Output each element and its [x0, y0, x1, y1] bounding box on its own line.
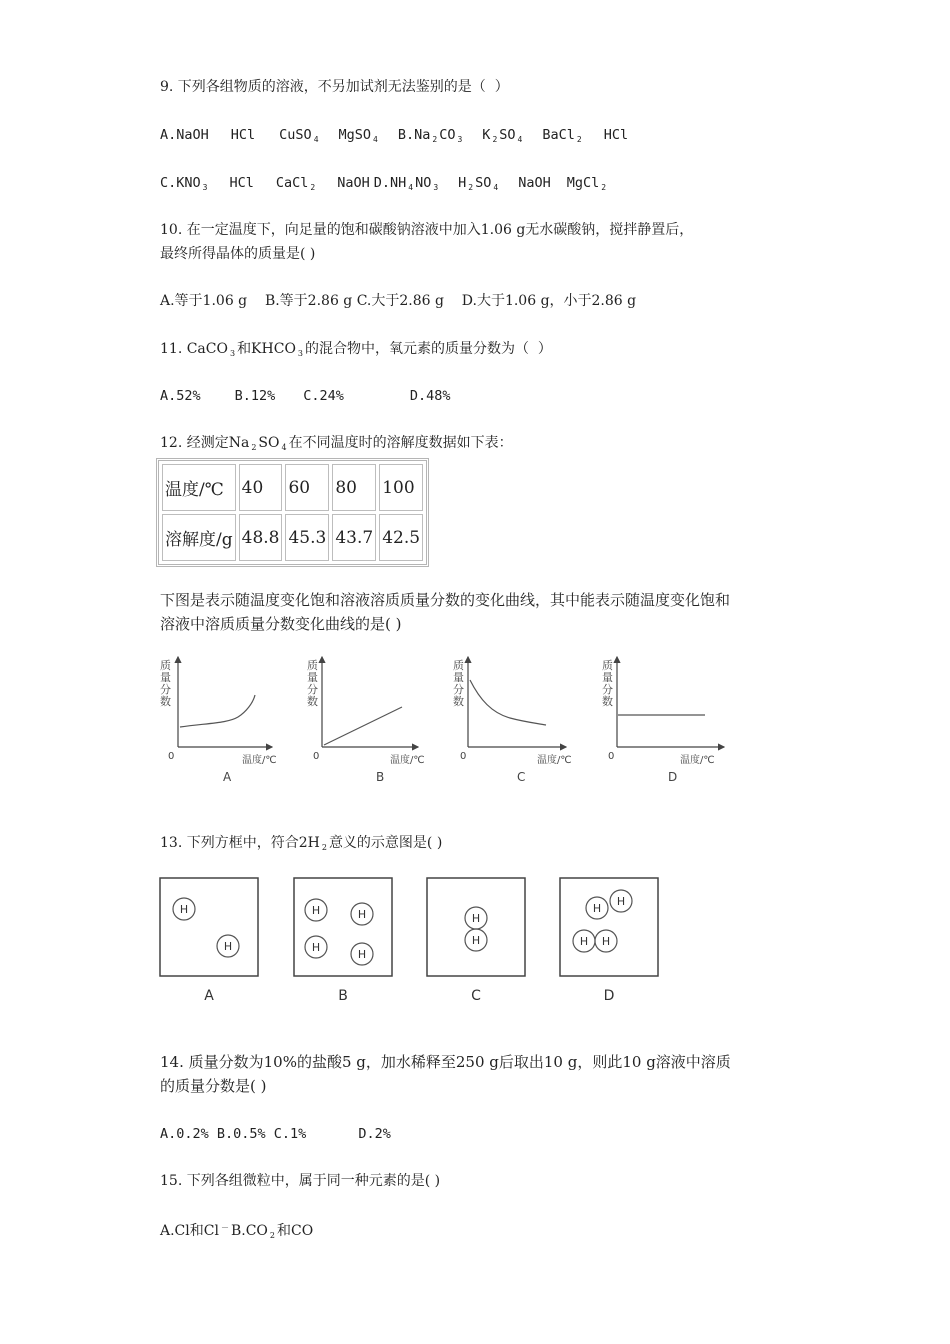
- graph-a: [160, 657, 277, 784]
- q15-stem: 15. 下列各组微粒中，属于同一种元素的是( ): [160, 1173, 441, 1189]
- graph-label: D: [668, 770, 678, 784]
- graph-d: [602, 657, 724, 784]
- ylabel-char: 质: [602, 659, 613, 672]
- ylabel-char: 数: [160, 695, 171, 708]
- ylabel-char: 质: [453, 659, 464, 672]
- h-atom-label: H: [601, 935, 611, 948]
- ylabel-char: 量: [602, 671, 613, 684]
- box-label: A: [204, 988, 214, 1004]
- box-label: C: [471, 988, 481, 1004]
- table-cell: 40: [239, 464, 283, 511]
- h-atom-label: H: [471, 912, 481, 925]
- box-label: D: [603, 988, 615, 1004]
- h-atom-label: H: [592, 902, 602, 915]
- table-cell: 100: [379, 464, 423, 511]
- ylabel-char: 数: [453, 695, 464, 708]
- origin-label: 0: [608, 751, 615, 762]
- q11-options: A.52% B.12% C.24% D.48%: [160, 388, 451, 404]
- h-atom-label: H: [579, 935, 589, 948]
- table-row: [162, 514, 423, 561]
- ylabel-char: 质: [307, 659, 318, 672]
- ylabel-char: 分: [602, 683, 613, 696]
- xlabel: 温度/℃: [537, 755, 572, 766]
- ylabel-char: 数: [602, 695, 613, 708]
- xlabel: 温度/℃: [390, 755, 425, 766]
- table-cell: 42.5: [379, 514, 423, 561]
- q10-stem-2: 最终所得晶体的质量是( ): [160, 246, 316, 262]
- graph-b: [307, 657, 425, 784]
- table-cell: 80: [332, 464, 376, 511]
- origin-label: 0: [460, 751, 467, 762]
- q9-stem: 9. 下列各组物质的溶液，不另加试剂无法鉴别的是（ ）: [160, 79, 509, 95]
- curve-b: [324, 707, 402, 745]
- table-row: [162, 464, 423, 511]
- q14-stem-1: 14. 质量分数为10%的盐酸5 g，加水稀释至250 g后取出10 g，则此10 g溶液中溶质: [160, 1053, 731, 1071]
- table-cell: 48.8: [239, 514, 283, 561]
- q14-options: A.0.2% B.0.5% C.1% D.2%: [160, 1126, 391, 1142]
- h-atom-label: H: [179, 903, 189, 916]
- graph-label: A: [223, 770, 232, 784]
- ylabel-char: 分: [160, 683, 171, 696]
- table-cell: 60: [285, 464, 329, 511]
- box-d: [560, 878, 658, 1004]
- h-atom-label: H: [357, 948, 367, 961]
- q12-description-1: 下图是表示随温度变化饱和溶液溶质质量分数的变化曲线，其中能表示随温度变化饱和: [160, 591, 731, 609]
- q12-graphs: [150, 655, 750, 785]
- q12-stem: 12. 经测定Na $_2$ SO $_4$ 在不同温度时的溶解度数据如下表：: [160, 435, 513, 452]
- ylabel-char: 数: [307, 695, 318, 708]
- q10-options: A.等于1.06 g B.等于2.86 g C.大于2.86 g D.大于1.06 g，小于2.86 g: [160, 293, 637, 309]
- h-atom-label: H: [471, 934, 481, 947]
- q14-stem-2: 的质量分数是( ): [160, 1077, 267, 1095]
- graph-label: B: [376, 770, 385, 784]
- graph-label: C: [517, 770, 526, 784]
- q13-stem: 13. 下列方框中，符合2H $_2$ 意义的示意图是( ): [160, 835, 443, 852]
- box-b: [294, 878, 392, 1004]
- q13-diagrams: [155, 873, 675, 1008]
- ylabel-char: 量: [160, 671, 171, 684]
- h-atom-label: H: [311, 941, 321, 954]
- q9-options-cd: C.KNO $_3$ HCl CaCl $_2$ NaOH D.NH $_4$ NO $_3$ H $_2$ SO $_4$ NaOH MgCl $_2$: [160, 175, 607, 192]
- curve-a: [180, 695, 255, 727]
- graph-c: [453, 657, 572, 784]
- q12-description-2: 溶液中溶质质量分数变化曲线的是( ): [160, 615, 402, 633]
- h-atom-label: H: [223, 940, 233, 953]
- q10-stem-1: 10. 在一定温度下，向足量的饱和碳酸钠溶液中加入1.06 g无水碳酸钠，搅拌静置后，: [160, 222, 694, 238]
- q11-stem: 11. CaCO $_3$ 和KHCO $_3$ 的混合物中，氧元素的质量分数为（ ）: [160, 341, 552, 358]
- q9-options-ab: A.NaOH HCl CuSO $_4$ MgSO $_4$ B.Na $_2$ CO $_3$ K $_2$ SO $_4$ BaCl $_2$ HCl: [160, 127, 629, 144]
- ylabel-char: 分: [453, 683, 464, 696]
- origin-label: 0: [168, 751, 175, 762]
- ylabel-char: 量: [453, 671, 464, 684]
- h-atom-label: H: [311, 904, 321, 917]
- table-cell: 溶解度/g: [162, 514, 236, 561]
- xlabel: 温度/℃: [680, 755, 715, 766]
- box-c: [427, 878, 525, 1004]
- solubility-table: [156, 458, 429, 567]
- origin-label: 0: [313, 751, 320, 762]
- xlabel: 温度/℃: [242, 755, 277, 766]
- box-label: B: [338, 988, 348, 1004]
- curve-c: [470, 680, 546, 725]
- ylabel-char: 质: [160, 659, 171, 672]
- table-cell: 45.3: [285, 514, 329, 561]
- h-atom-label: H: [616, 895, 626, 908]
- ylabel-char: 分: [307, 683, 318, 696]
- table-cell: 43.7: [332, 514, 376, 561]
- box-a: [160, 878, 258, 1004]
- h-atom-label: H: [357, 908, 367, 921]
- table-cell: 温度/℃: [162, 464, 236, 511]
- ylabel-char: 量: [307, 671, 318, 684]
- q15-options: A.Cl和Cl － B.CO $_2$ 和CO: [160, 1223, 314, 1240]
